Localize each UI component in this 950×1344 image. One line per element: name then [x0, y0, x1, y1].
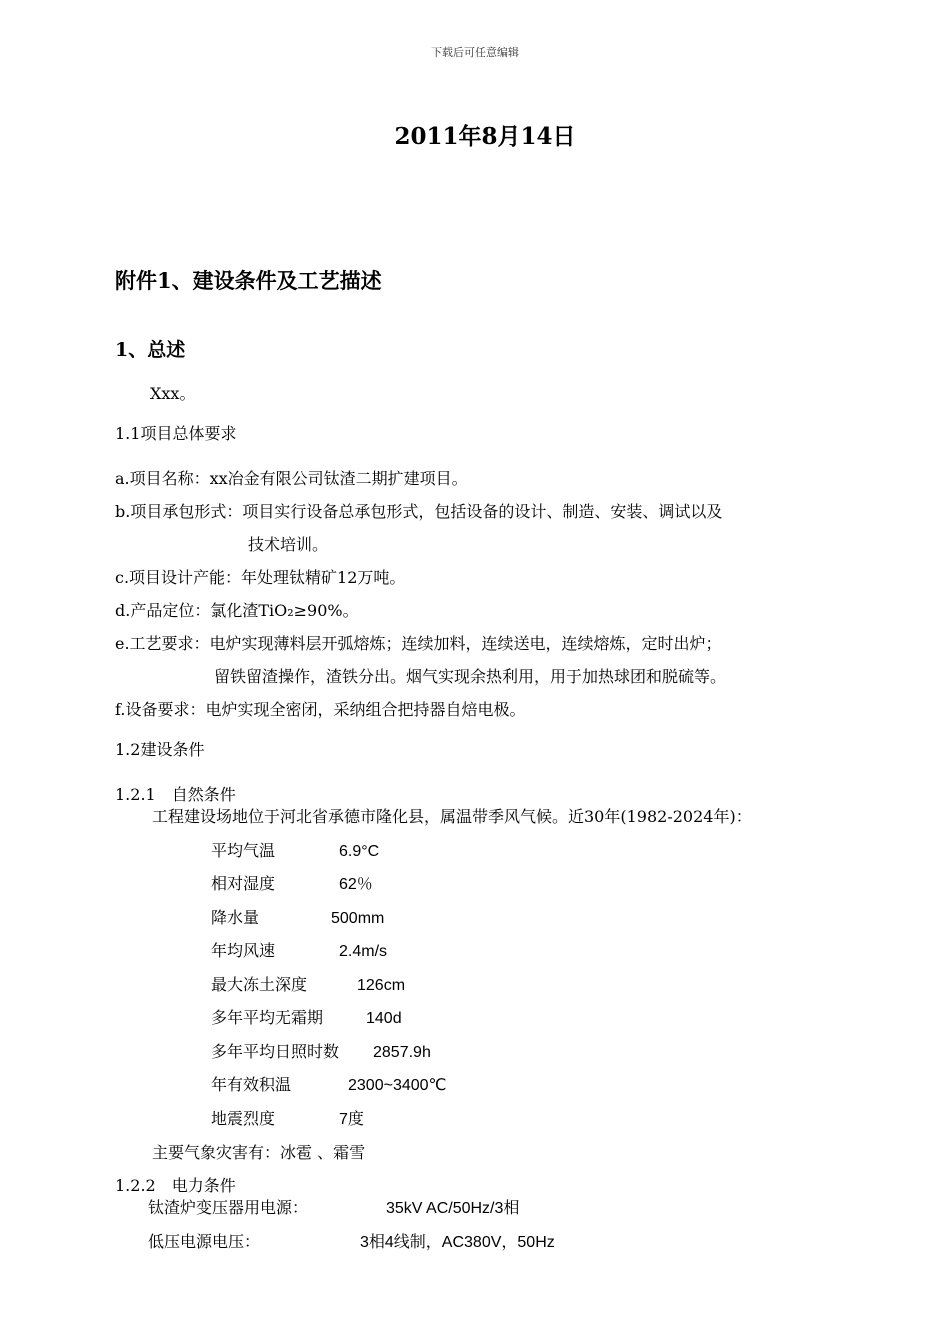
item-e-line2: 留铁留渣操作，渣铁分出。烟气实现余热利用，用于加热球团和脱硫等。 — [214, 667, 727, 686]
power-row — [148, 1229, 555, 1252]
climate-value: 6.9°C — [339, 843, 380, 860]
climate-label: 降水量 — [211, 908, 260, 927]
climate-row — [211, 1072, 447, 1095]
subsubsection-title: 1.2.1 自然条件 — [115, 785, 236, 804]
disasters-text: 主要气象灾害有：冰雹 、霜雪 — [152, 1143, 366, 1162]
climate-row — [211, 1039, 431, 1062]
climate-row — [211, 938, 387, 961]
climate-label: 相对湿度 — [211, 874, 276, 893]
item-b-line2: 技术培训。 — [248, 535, 329, 554]
power-label: 钛渣炉变压器用电源： — [148, 1198, 309, 1217]
header-note: 下载后可任意编辑 — [431, 46, 519, 59]
climate-value: 2857.9h — [373, 1044, 431, 1061]
climate-label: 多年平均无霜期 — [211, 1008, 324, 1027]
overview-text: Xxx。 — [150, 384, 196, 403]
section-title: 1、总述 — [115, 339, 186, 361]
subsection-title: 1.2建设条件 — [115, 740, 205, 759]
item-b-line1: b.项目承包形式：项目实行设备总承包形式，包括设备的设计、制造、安装、调试以及 — [115, 502, 723, 521]
climate-label: 年有效积温 — [211, 1075, 292, 1094]
climate-row — [211, 871, 373, 894]
power-label: 低压电源电压： — [148, 1232, 261, 1251]
climate-label: 最大冻土深度 — [211, 975, 308, 994]
natural-intro: 工程建设场地位于河北省承德市隆化县，属温带季风气候。近30年(1982-2024年)： — [152, 807, 752, 826]
climate-row — [211, 838, 379, 861]
climate-value: 62％ — [339, 876, 373, 893]
climate-value: 2300~3400℃ — [348, 1077, 447, 1094]
climate-row — [211, 1106, 364, 1129]
subsubsection-title: 1.2.2 电力条件 — [115, 1176, 236, 1195]
power-value: 35kV AC/50Hz/3相 — [386, 1200, 520, 1217]
climate-value: 2.4m/s — [339, 943, 388, 960]
item-f: f.设备要求：电炉实现全密闭，采纳组合把持器自焙电极。 — [115, 700, 526, 719]
climate-row — [211, 905, 384, 928]
climate-label: 多年平均日照时数 — [211, 1042, 340, 1061]
climate-label: 地震烈度 — [211, 1109, 276, 1128]
climate-value: 7度 — [339, 1111, 364, 1128]
climate-row — [211, 1005, 402, 1028]
subsection-title: 1.1项目总体要求 — [115, 424, 237, 443]
document-date: 2011年8月14日 — [394, 123, 576, 150]
climate-value: 500mm — [331, 910, 385, 927]
annex-title: 附件1、建设条件及工艺描述 — [115, 268, 382, 293]
climate-label: 年均风速 — [211, 941, 276, 960]
item-a: a.项目名称：xx冶金有限公司钛渣二期扩建项目。 — [115, 469, 468, 488]
item-e-line1: e.工艺要求：电炉实现薄料层开弧熔炼；连续加料，连续送电，连续熔炼，定时出炉； — [115, 634, 722, 653]
climate-value: 140d — [366, 1010, 402, 1027]
item-c: c.项目设计产能：年处理钛精矿12万吨。 — [115, 568, 406, 587]
climate-row — [211, 972, 405, 995]
climate-label: 平均气温 — [211, 841, 276, 860]
climate-value: 126cm — [357, 977, 406, 994]
item-d: d.产品定位：氯化渣TiO₂≥90%。 — [115, 601, 359, 620]
power-row — [148, 1195, 519, 1218]
power-value: 3相4线制，AC380V，50Hz — [360, 1234, 555, 1251]
